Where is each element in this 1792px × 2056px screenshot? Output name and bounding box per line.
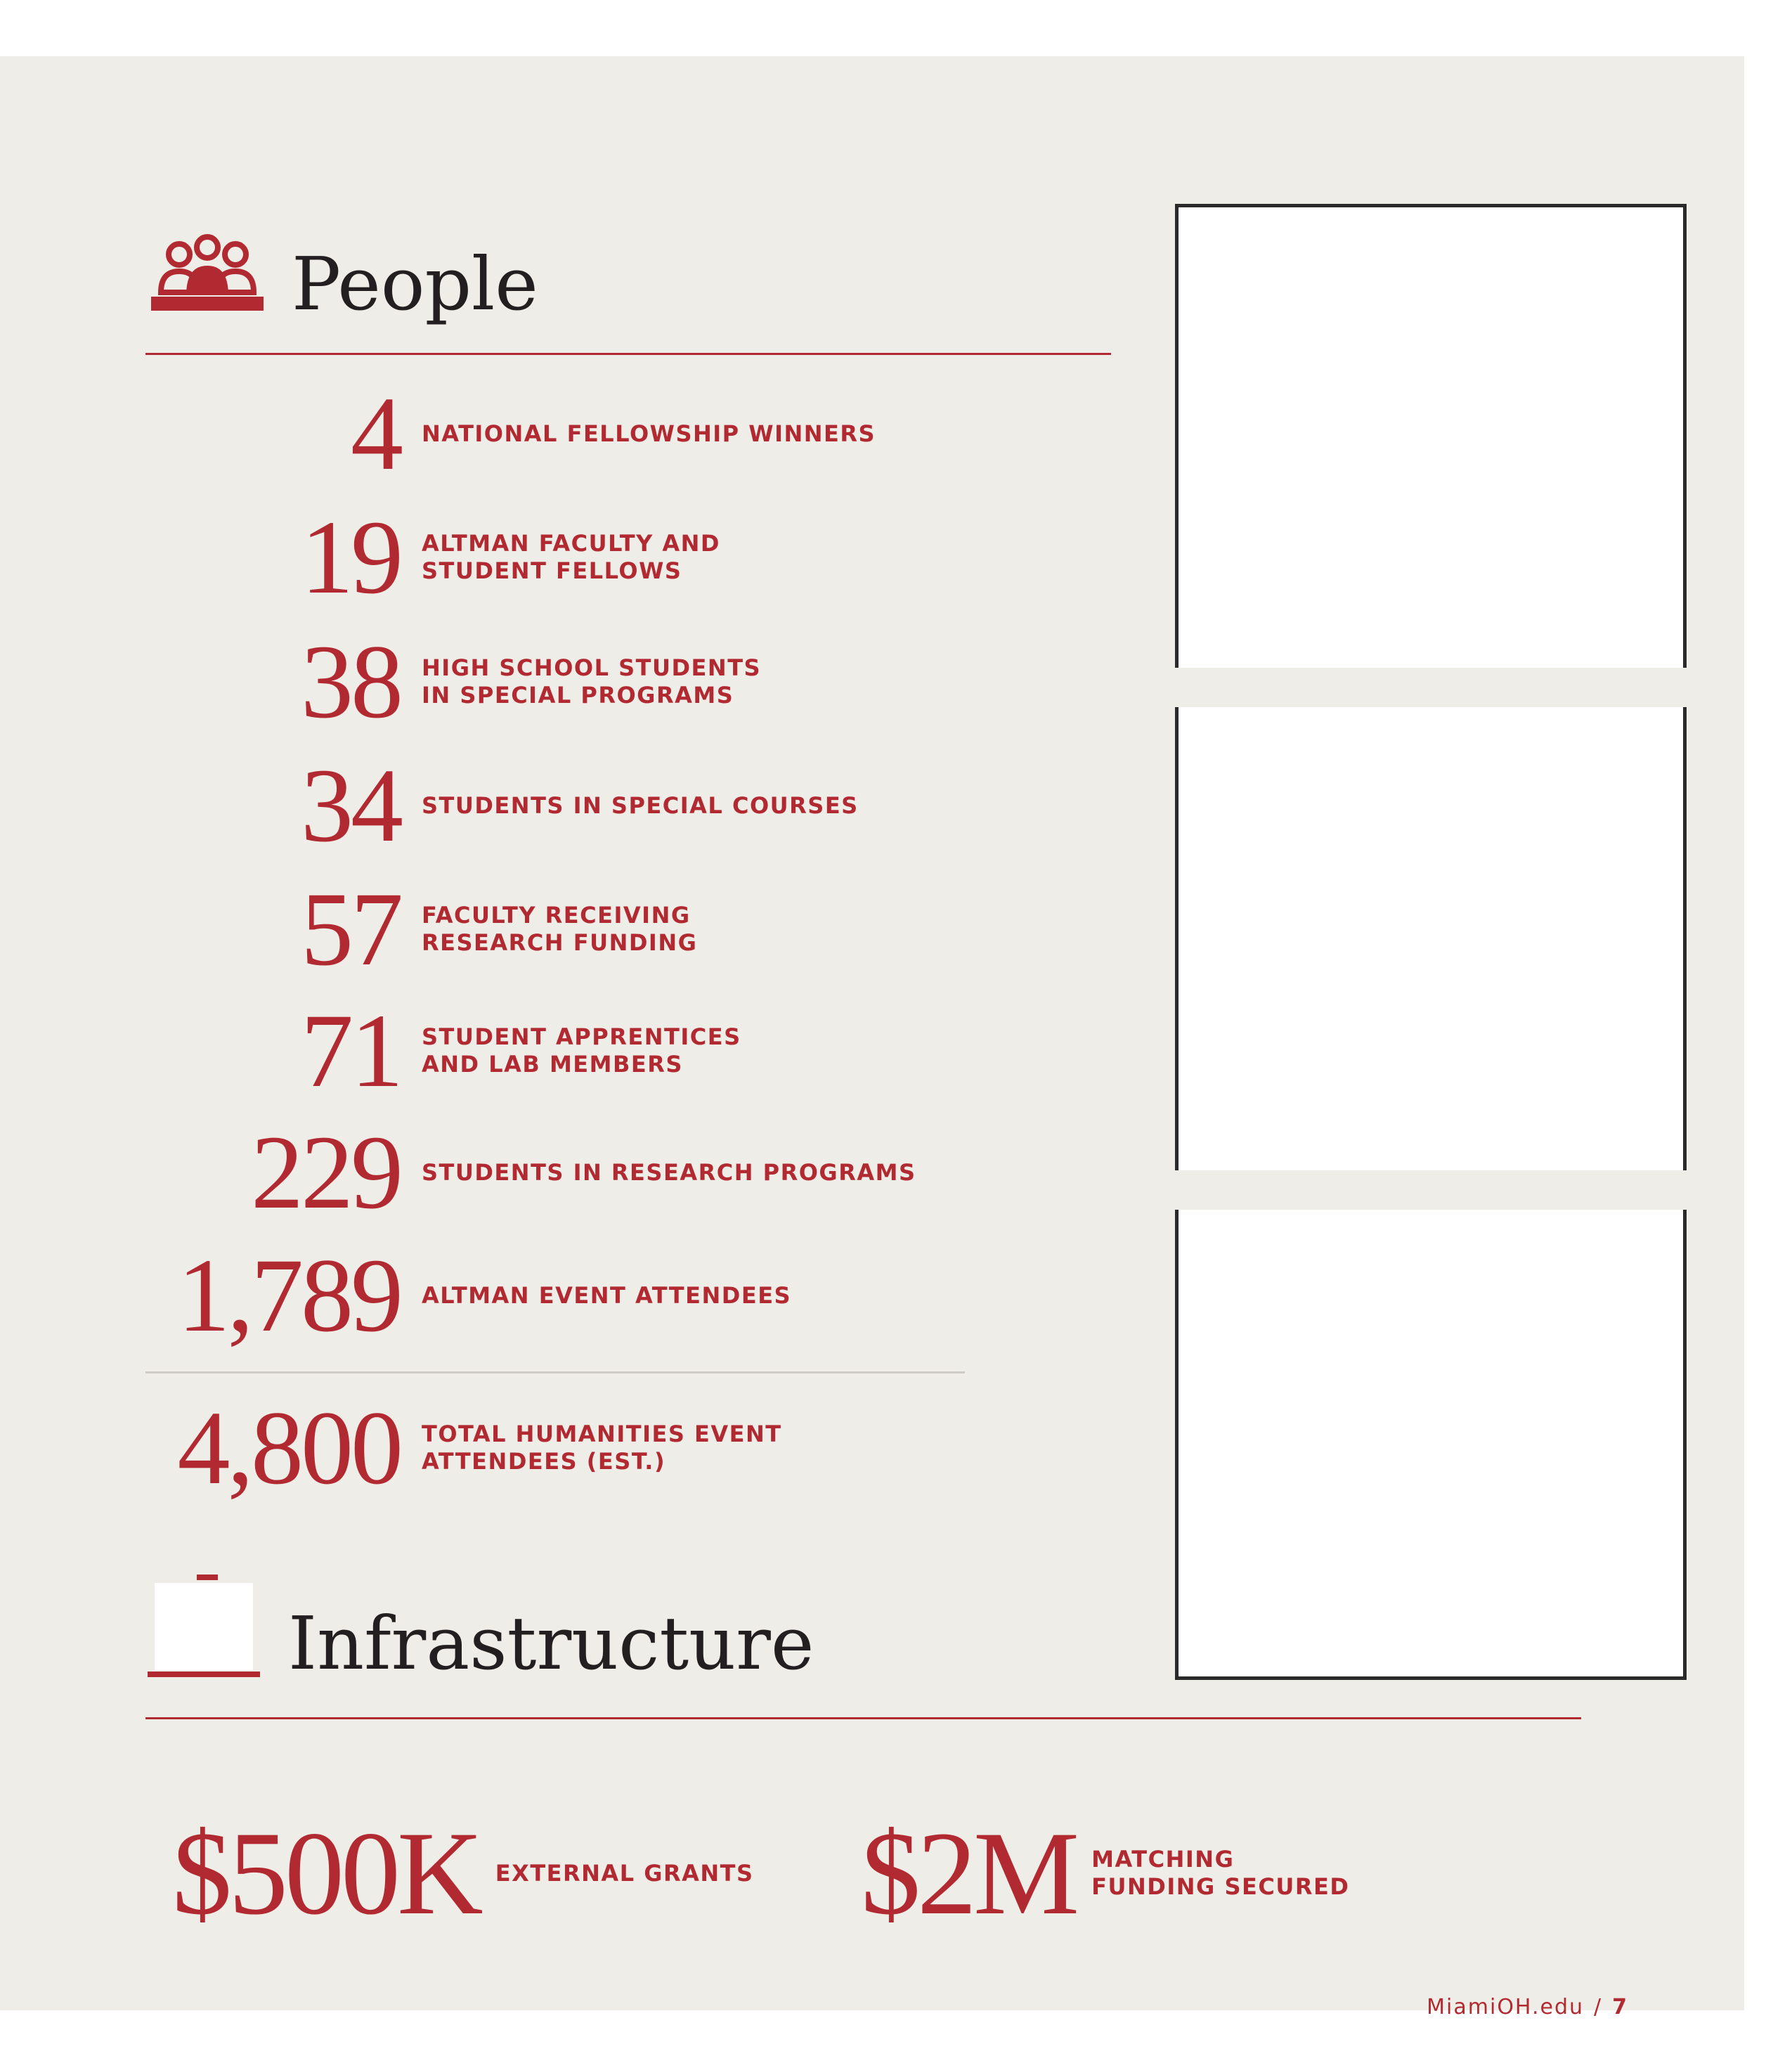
stat-value: 57 <box>301 871 401 988</box>
infrastructure-divider <box>145 1717 1581 1719</box>
infra-label: EXTERNAL GRANTS <box>495 1859 754 1887</box>
photo-gap <box>1175 1170 1687 1210</box>
people-title: People <box>292 241 538 327</box>
total-divider <box>145 1371 965 1373</box>
infra-value: $500K <box>172 1807 480 1939</box>
stat-value: 38 <box>301 623 401 740</box>
report-page <box>0 56 1744 2019</box>
page-number: 7 <box>1612 1995 1628 2019</box>
infra-value: $2M <box>861 1807 1077 1939</box>
stat-label: FACULTY RECEIVING RESEARCH FUNDING <box>422 902 698 956</box>
stat-label: ALTMAN EVENT ATTENDEES <box>422 1281 792 1309</box>
stat-row-event-attendees <box>141 1237 792 1354</box>
stat-label: HIGH SCHOOL STUDENTS IN SPECIAL PROGRAMS <box>422 654 762 709</box>
page-footer <box>1427 1995 1628 2019</box>
stat-row-national-fellowship <box>141 375 876 492</box>
stat-row-apprentices <box>141 993 741 1109</box>
building-icon <box>148 1575 260 1680</box>
stat-row-high-school <box>141 623 762 740</box>
people-divider <box>145 353 1111 355</box>
stat-row-faculty-funding <box>141 871 698 988</box>
infrastructure-header <box>148 1575 814 1686</box>
stat-label: STUDENTS IN RESEARCH PROGRAMS <box>422 1158 916 1186</box>
stat-value: 34 <box>301 747 401 864</box>
total-value: 4,800 <box>177 1390 401 1506</box>
stat-label: NATIONAL FELLOWSHIP WINNERS <box>422 420 876 447</box>
stat-value: 19 <box>301 499 401 616</box>
photo-gap <box>1175 668 1687 707</box>
footer-site: MiamiOH.edu <box>1427 1995 1585 2019</box>
stat-matching-funding <box>861 1807 1350 1939</box>
total-label: TOTAL HUMANITIES EVENT ATTENDEES (EST.) <box>422 1421 782 1475</box>
stat-row-total-attendees <box>141 1390 782 1506</box>
photo-collage <box>1175 204 1687 1680</box>
footer-separator: / <box>1594 1995 1603 2019</box>
stat-value: 4 <box>351 375 401 492</box>
people-header <box>151 232 538 327</box>
stat-row-research-programs <box>141 1114 916 1231</box>
stat-label: ALTMAN FACULTY AND STUDENT FELLOWS <box>422 530 720 584</box>
people-group-icon <box>151 232 264 316</box>
stat-value: 1,789 <box>177 1237 401 1354</box>
stat-value: 229 <box>251 1114 401 1231</box>
stat-external-grants <box>172 1807 754 1939</box>
stat-value: 71 <box>301 993 401 1109</box>
infrastructure-title: Infrastructure <box>288 1601 814 1686</box>
infra-label: MATCHING FUNDING SECURED <box>1091 1846 1350 1900</box>
stat-label: STUDENTS IN SPECIAL COURSES <box>422 791 859 819</box>
stat-row-altman-fellows <box>141 499 720 616</box>
stat-label: STUDENT APPRENTICES AND LAB MEMBERS <box>422 1023 741 1078</box>
stat-row-special-courses <box>141 747 859 864</box>
